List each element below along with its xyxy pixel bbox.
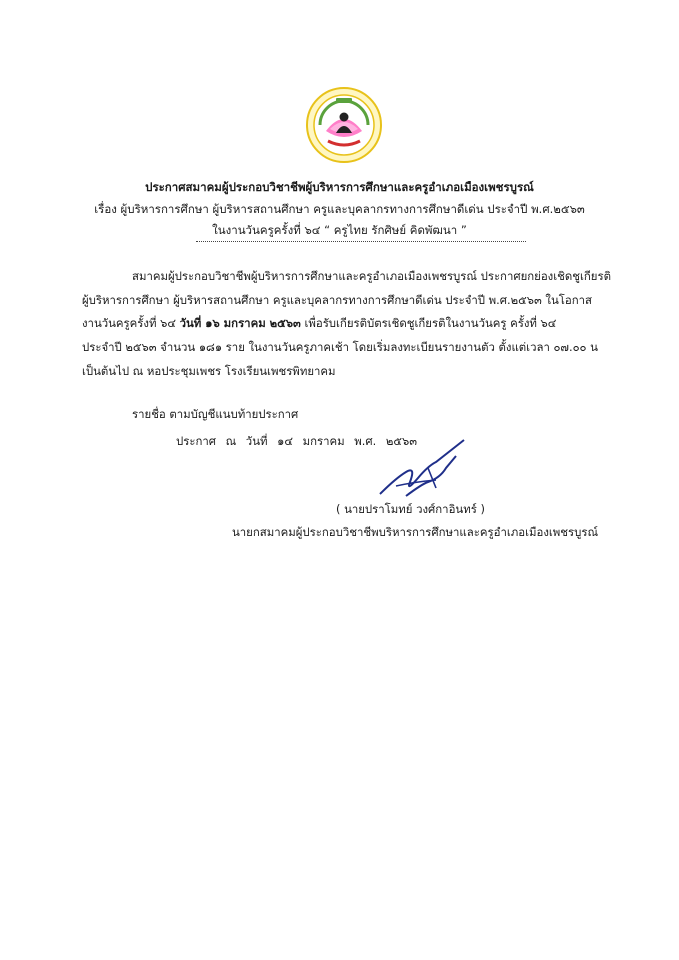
body-line-4: ประจำปี ๒๕๖๓ จำนวน ๑๘๑ ราย ในงานวันครูภาคเช้า โดยเริ่มลงทะเบียนรายงานตัว ตั้งแต่เวลา ๐๗.๐๐ น xyxy=(82,340,598,354)
announcement-subject: เรื่อง ผู้บริหารการศึกษา ผู้บริหารสถานศึกษา ครูและบุคลากรทางการศึกษาดีเด่น ประจำปี พ.ศ.๒๕๖๓ xyxy=(94,202,585,216)
association-emblem-icon xyxy=(306,87,382,163)
signer-name: ( นายปราโมทย์ วงศ์กาอินทร์ ) xyxy=(336,502,485,516)
signature-icon xyxy=(376,438,468,502)
announce-date: ประกาศ ณ วันที่ ๑๔ มกราคม พ.ศ. ๒๕๖๓ xyxy=(176,434,417,448)
divider xyxy=(196,241,526,242)
body-line-1: สมาคมผู้ประกอบวิชาชีพผู้บริหารการศึกษาและครูอำเภอเมืองเพชรบูรณ์ ประกาศยกย่องเชิดชูเกียรติ xyxy=(132,269,611,283)
body-line-3-suffix: เพื่อรับเกียรติบัตรเชิดชูเกียรติในงานวันครู ครั้งที่ ๖๔ xyxy=(300,316,557,330)
announcement-title: ประกาศสมาคมผู้ประกอบวิชาชีพผู้บริหารการศึกษาและครูอำเภอเมืองเพชรบูรณ์ xyxy=(145,180,534,194)
body-line-3 xyxy=(82,315,597,333)
event-date: วันที่ ๑๖ มกราคม ๒๕๖๓ xyxy=(179,316,301,330)
signer-position: นายกสมาคมผู้ประกอบวิชาชีพบริหารการศึกษาและครูอำเภอเมืองเพชรบูรณ์ xyxy=(232,525,599,539)
list-note: รายชื่อ ตามบัญชีแนบท้ายประกาศ xyxy=(132,407,299,421)
body-line-5: เป็นต้นไป ณ หอประชุมเพชร โรงเรียนเพชรพิทยาคม xyxy=(82,364,336,378)
body-line-2: ผู้บริหารการศึกษา ผู้บริหารสถานศึกษา ครูและบุคลากรทางการศึกษาดีเด่น ประจำปี พ.ศ.๒๕๖๓ ในโอกาส xyxy=(82,293,592,307)
announcement-occasion: ในงานวันครูครั้งที่ ๖๔ “ ครูไทย รักศิษย์ คิดพัฒนา ” xyxy=(212,223,467,237)
body-line-3-prefix: งานวันครูครั้งที่ ๖๔ xyxy=(82,316,180,330)
